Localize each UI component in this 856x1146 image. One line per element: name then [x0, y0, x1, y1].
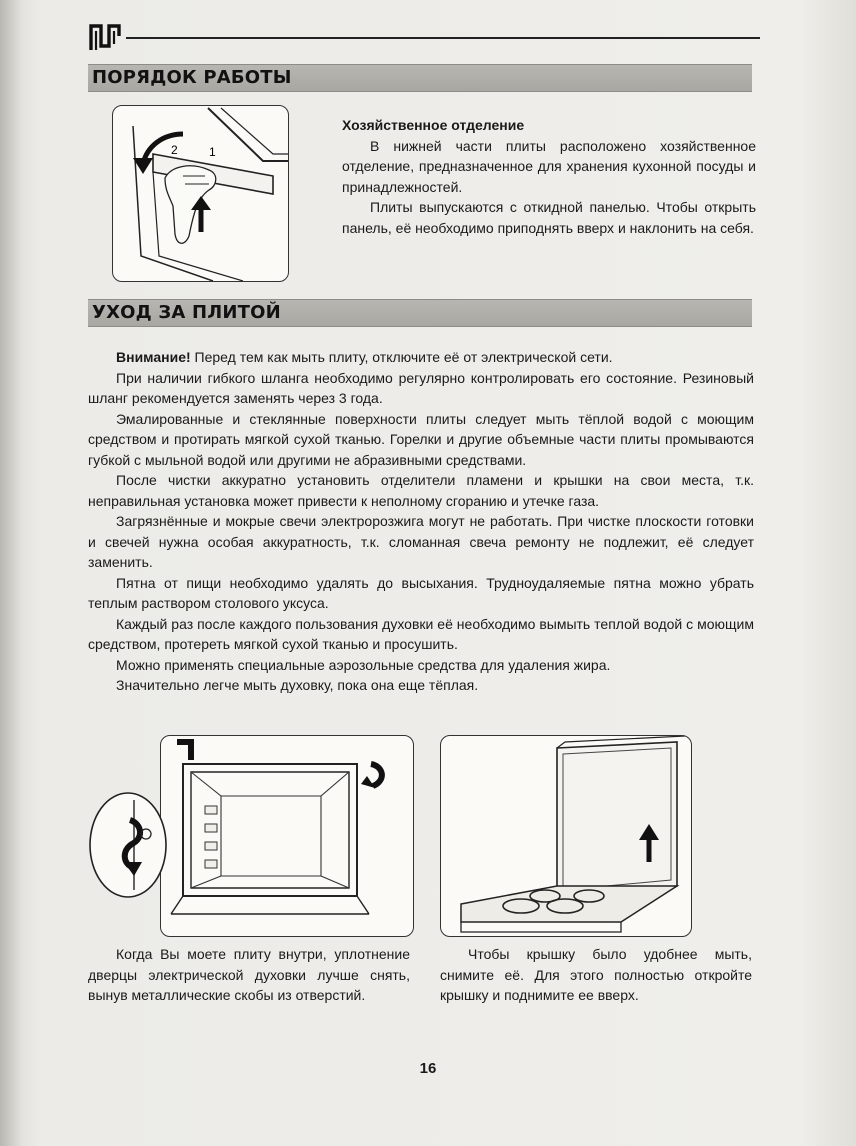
page-edge-shadow: [0, 0, 22, 1146]
figure-panel-lift: [112, 105, 289, 282]
care-paragraph: Пятна от пищи необходимо удалять до высыхания. Трудноудаляемые пятна можно убрать теплым раствором столового уксуса.: [88, 574, 754, 611]
care-paragraph: При наличии гибкого шланга необходимо регулярно контролировать его состояние. Резиновый шланг рекомендуется заменять через 3 года.: [88, 369, 754, 406]
page-number: 16: [419, 1060, 437, 1077]
section-title: ПОРЯДОК РАБОТЫ: [92, 67, 292, 88]
figure-oven-seal: [160, 735, 414, 937]
lid-removal-illustration: [441, 736, 691, 936]
storage-paragraph: В нижней части плиты расположено хозяйственное отделение, предназначенное для хранения кухонной посуды и принадлежностей.: [342, 137, 756, 195]
figure-label-2: 2: [171, 143, 178, 157]
section-header-work-order: [88, 64, 752, 92]
caption-lid-removal: [440, 944, 752, 1006]
seal-detail-magnifier-icon: [88, 790, 168, 900]
caption-oven-seal: [88, 944, 410, 1006]
care-instructions: [88, 347, 754, 696]
care-paragraph: После чистки аккуратно установить отделители пламени и крышки на свои места, т.к. неправильная установка может привести к неполному сгоранию и утечке газа.: [88, 472, 754, 509]
oven-seal-illustration: [161, 736, 413, 936]
storage-heading: Хозяйственное отделение: [342, 117, 525, 133]
caption-text: Когда Вы моете плиту внутри, уплотнение дверцы электрической духовки лучше снять, вынув металлические скобы из отверстий.: [88, 946, 410, 1003]
panel-lift-illustration: [113, 106, 288, 281]
header-rule: [126, 37, 760, 39]
care-paragraph: Загрязнённые и мокрые свечи электророзжига могут не работать. При чистке плоскости готовки и свечей нужна особая аккуратность, т.к. сломанная свеча ремонту не подлежит, её следует заменить.: [88, 513, 754, 570]
care-paragraph: Эмалированные и стеклянные поверхности плиты следует мыть тёплой водой с моющим средством и протирать мягкой сухой тканью. Горелки и другие объемные части плиты промываются губкой с мыльной водой или другими не абразивными средствами.: [88, 410, 754, 468]
section-header-care: [88, 299, 752, 327]
figure-lid-removal: [440, 735, 692, 937]
brand-logo-icon: [88, 22, 122, 52]
caption-text: Чтобы крышку было удобнее мыть, снимите её. Для этого полностью откройте крышку и поднимите ее вверх.: [440, 946, 752, 1003]
warning-paragraph: [88, 347, 754, 368]
warning-text: Перед тем как мыть плиту, отключите её от электрической сети.: [190, 349, 613, 365]
care-paragraph: Значительно легче мыть духовку, пока она еще тёплая.: [116, 677, 479, 693]
section-title: УХОД ЗА ПЛИТОЙ: [92, 302, 281, 323]
storage-paragraph: Плиты выпускаются с откидной панелью. Чтобы открыть панель, её необходимо приподнять вверх и наклонить на себя.: [342, 199, 756, 236]
figure-label-1: 1: [209, 145, 216, 159]
care-paragraph: Можно применять специальные аэрозольные средства для удаления жира.: [116, 656, 611, 673]
care-paragraph: Каждый раз после каждого пользования духовки её необходимо вымыть теплой водой с моющим средством, протереть мягкой сухой тканью и просушить.: [88, 615, 754, 652]
warning-label: Внимание!: [116, 349, 191, 365]
storage-section: [342, 115, 756, 238]
